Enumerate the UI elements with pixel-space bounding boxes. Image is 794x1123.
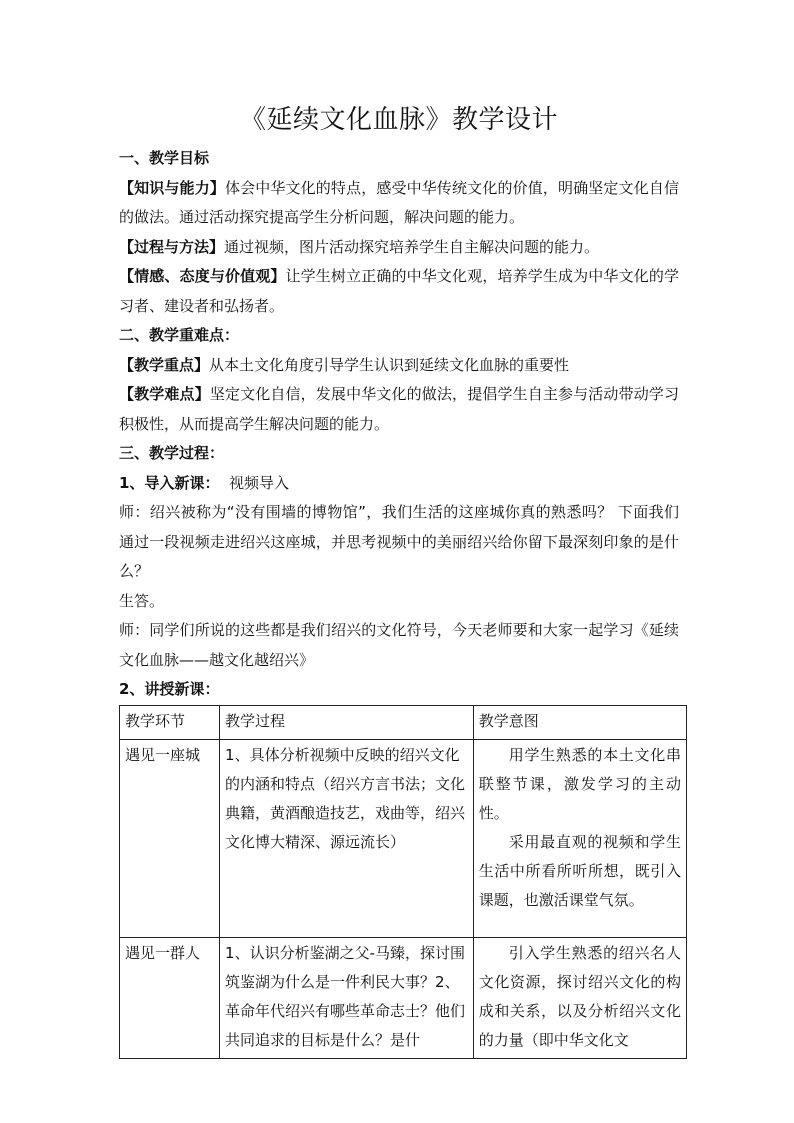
step-intro-sub: 视频导入	[229, 473, 290, 492]
goal-emotion-text: 让学生树立正确的中华文化观，培养学生成为中华文化的学习者、建设者和弘扬者。	[119, 267, 679, 315]
teacher-line-1: 师：绍兴被称为“没有围墙的博物馆”，我们生活的这座城你真的熟悉吗？ 下面我们通过一段视频走进绍兴这座城，并思考视频中的美丽绍兴给你留下最深刻印象的是什么？	[119, 503, 679, 580]
table-cell-process: 1、认识分析鉴湖之父-马臻，探讨围筑鉴湖为什么是一件利民大事？2、革命年代绍兴有哪些革命志士？他们共同追求的目标是什么？是什	[220, 937, 474, 1058]
table-header-row	[120, 705, 687, 739]
step-new-lesson-heading: 2、讲授新课：	[119, 680, 220, 698]
table-header-cell: 教学意图	[473, 705, 686, 739]
table-row	[120, 937, 687, 1058]
table-header-cell: 教学过程	[220, 705, 474, 739]
goal-knowledge-text: 体会中华文化的特点，感受中华传统文化的价值，明确坚定文化自信的做法。通过活动探究提高学生分析问题，解决问题的能力。	[119, 178, 679, 226]
section-heading-keypoints: 二、教学重难点：	[119, 326, 240, 344]
intent-paragraph: 引入学生熟悉的绍兴名人文化资源，探讨绍兴文化的构成和关系，以及分析绍兴文化的力量（即中华文化文	[478, 943, 681, 1049]
goal-process-text: 通过视频，图片活动探究培养学生自主解决问题的能力。	[224, 237, 600, 256]
table-cell-process: 1、具体分析视频中反映的绍兴文化的内涵和特点（绍兴方言书法；文化典籍，黄酒酿造技艺，戏曲等，绍兴文化博大精深、源远流长）	[220, 739, 474, 937]
difficult-point-label: 【教学难点】	[119, 385, 210, 403]
key-point	[119, 351, 679, 381]
goal-process-label: 【过程与方法】	[119, 237, 225, 256]
goal-emotion-label: 【情感、态度与价值观】	[119, 267, 286, 285]
lesson-table	[119, 705, 687, 1059]
key-point-label: 【教学重点】	[119, 355, 210, 374]
table-row	[120, 739, 687, 937]
key-point-text: 从本土文化角度引导学生认识到延续文化血脉的重要性	[209, 355, 570, 374]
table-cell-stage: 遇见一座城	[120, 739, 220, 937]
intent-paragraph: 用学生熟悉的本土文化串联整节课，激发学习的主动性。	[478, 745, 681, 822]
table-cell-stage: 遇见一群人	[120, 937, 220, 1058]
teacher-line-2: 师：同学们所说的这些都是我们绍兴的文化符号，今天老师要和大家一起学习《延续文化血脉——越文化越绍兴》	[119, 621, 679, 669]
page-title: 《延续文化血脉》教学设计	[239, 105, 558, 135]
table-cell-intent	[473, 739, 686, 937]
document-body	[119, 104, 679, 1059]
table-header-cell: 教学环节	[120, 705, 220, 739]
goal-process	[119, 233, 679, 263]
table-cell-intent	[473, 937, 686, 1058]
goal-knowledge-label: 【知识与能力】	[119, 178, 225, 197]
step-intro-heading: 1、导入新课：	[119, 473, 220, 492]
difficult-point-text: 坚定文化自信，发展中华文化的做法，提倡学生自主参与活动带动学习积极性，从而提高学生解决问题的能力。	[119, 385, 679, 433]
difficult-point	[119, 380, 679, 439]
intent-paragraph: 采用最直观的视频和学生生活中所看所听所想，既引入课题，也激活课堂气氛。	[478, 832, 681, 909]
step-intro	[119, 469, 679, 499]
section-heading-goals: 一、教学目标	[119, 149, 210, 167]
section-heading-process: 三、教学过程：	[119, 444, 225, 462]
student-line-1: 生答。	[119, 591, 165, 610]
goal-knowledge	[119, 174, 679, 233]
goal-emotion	[119, 262, 679, 321]
